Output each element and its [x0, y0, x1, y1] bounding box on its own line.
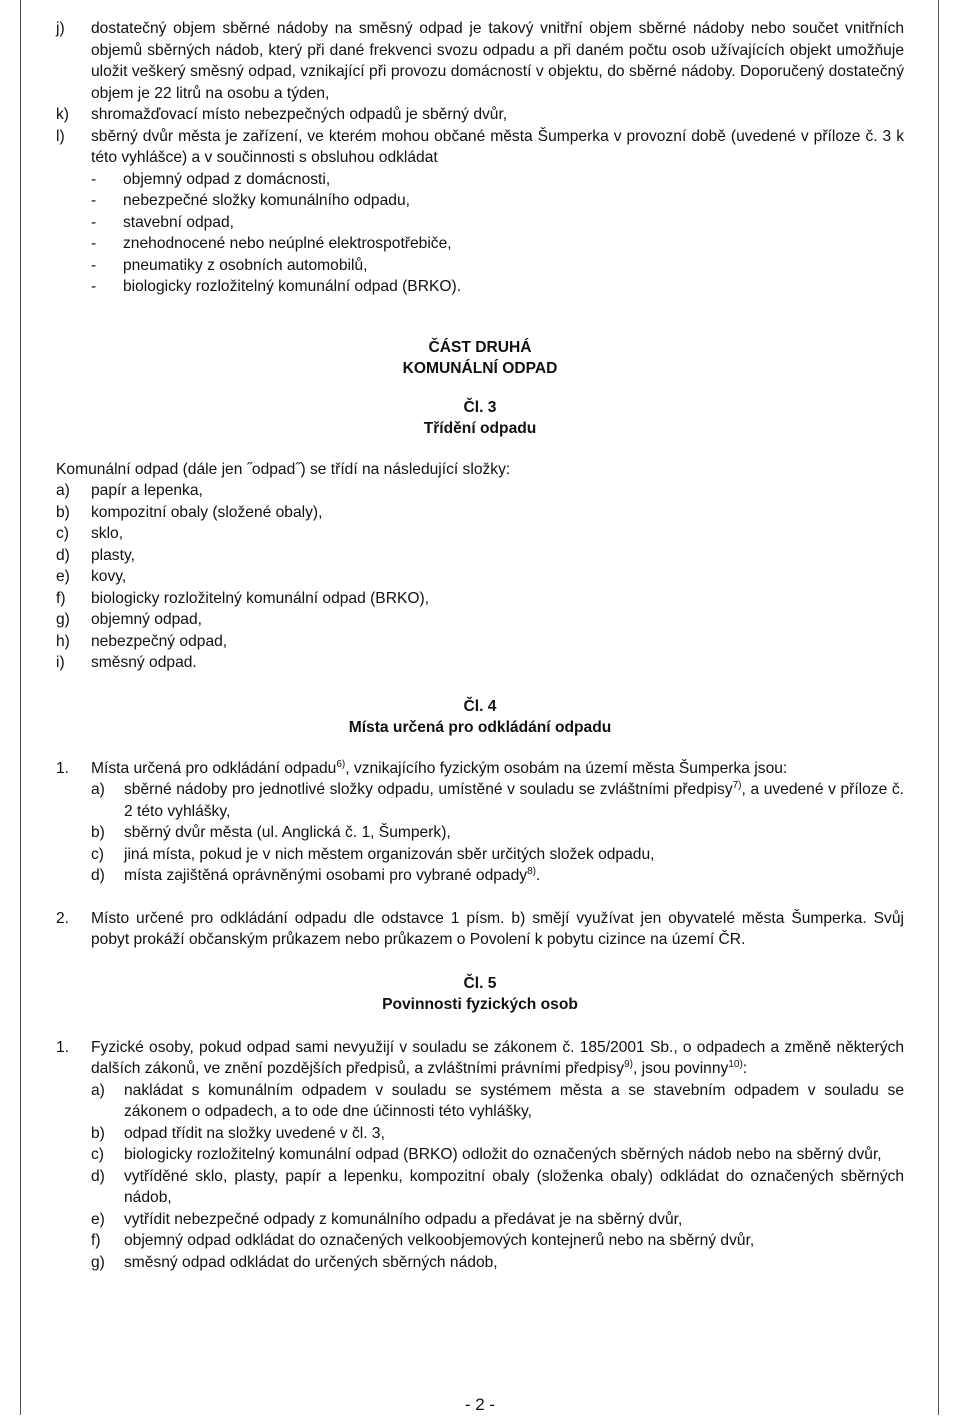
list-item — [56, 18, 904, 104]
footnote-ref: 7) — [732, 779, 742, 791]
article-5-title: Povinnosti fyzických osob — [382, 996, 578, 1013]
dash-text: biologicky rozložitelný komunální odpad (BRKO). — [123, 278, 462, 295]
sub-item — [91, 1080, 904, 1123]
item-marker: j) — [56, 20, 65, 37]
item-text: sběrný dvůr města je zařízení, ve kterém mohou občané města Šumperka v provozní době (uvedené v příloze č. 3 k této vyhlášce) a v součinnosti s obsluhou odkládat — [91, 127, 904, 166]
spacer — [56, 887, 904, 908]
item-text: směsný odpad odkládat do určených sběrných nádob, — [124, 1253, 498, 1271]
item-text: biologicky rozložitelný komunální odpad (BRKO), — [91, 589, 430, 607]
sub-item — [91, 822, 904, 844]
spacer — [56, 440, 904, 459]
sub-item — [91, 844, 904, 866]
page-number: - 2 - — [464, 1395, 496, 1414]
dash-text: objemný odpad z domácnosti, — [123, 170, 331, 188]
item-marker: a) — [91, 1081, 105, 1099]
paragraph-text — [91, 758, 904, 780]
item-text: objemný odpad, — [91, 611, 202, 628]
text-part: . — [535, 867, 541, 884]
article-5-number: Čl. 5 — [463, 974, 497, 992]
dash-item — [91, 190, 904, 212]
dash-item — [91, 276, 904, 298]
paragraph-number: 2. — [56, 909, 70, 927]
dash-marker: - — [91, 213, 97, 231]
item-text: jiná místa, pokud je v nich městem organizován sběr určitých složek odpadu, — [124, 845, 655, 863]
list-item — [56, 104, 904, 126]
text-part: sběrné nádoby pro jednotlivé složky odpadu, umístěné v souladu se zvláštními předpisy — [124, 781, 733, 798]
item-marker: b) — [56, 503, 70, 521]
dash-marker: - — [91, 278, 97, 295]
item-text — [124, 779, 904, 822]
list-item — [56, 502, 904, 524]
article-3-intro: Komunální odpad (dále jen ˝odpad˝) se třídí na následující složky: — [56, 460, 511, 478]
item-marker: b) — [91, 824, 105, 841]
spacer — [56, 739, 904, 758]
dash-item — [91, 255, 904, 277]
item-text: vytříděné sklo, plasty, papír a lepenku, kompozitní obaly (složenka obaly) odkládat do označených sběrných nádob, — [124, 1167, 904, 1206]
item-marker: i) — [56, 654, 65, 671]
sub-item — [91, 1252, 904, 1274]
list-item — [56, 609, 904, 631]
dash-text: pneumatiky z osobních automobilů, — [123, 256, 368, 274]
paragraph-text — [91, 1037, 904, 1080]
left-page-border — [20, 0, 21, 1415]
paragraph-number: 1. — [56, 1038, 70, 1056]
list-item — [56, 523, 904, 545]
dash-text: znehodnocené nebo neúplné elektrospotřebiče, — [123, 235, 452, 252]
paragraph — [56, 758, 904, 780]
dash-marker: - — [91, 192, 97, 209]
item-marker: d) — [91, 867, 105, 884]
dash-marker: - — [91, 170, 97, 188]
text-part: , jsou povinny — [632, 1060, 729, 1077]
paragraph-number: 1. — [56, 759, 70, 777]
list-item — [56, 588, 904, 610]
dash-marker: - — [91, 235, 97, 252]
item-text: objemný odpad odkládat do označených velkoobjemových kontejnerů nebo na sběrný dvůr, — [124, 1232, 755, 1249]
item-marker: c) — [91, 845, 104, 863]
item-text: dostatečný objem sběrné nádoby na směsný odpad je takový vnitřní objem sběrné nádoby nebo součet vnitřních objemů sběrných nádob, který při dané frekvenci svozu odpadu a při daném počtu osob užívajících objekt umožňuje uložit veškerý směsný odpad, vznikající při provozu domácností v objektu, do sběrné nádoby. Doporučený dostatečný objem je 22 litrů na osobu a týden, — [91, 20, 904, 102]
item-text: kovy, — [91, 568, 127, 585]
list-item — [56, 480, 904, 502]
item-marker: d) — [56, 546, 70, 564]
item-marker: e) — [56, 568, 70, 585]
text-part: místa zajištěná oprávněnými osobami pro vybrané odpady — [124, 867, 528, 884]
item-text: sběrný dvůr města (ul. Anglická č. 1, Šumperk), — [124, 824, 451, 841]
text-part: , a uvedené v příloze č. 2 této vyhlášky, — [124, 781, 904, 820]
list-item — [56, 126, 904, 169]
item-marker: a) — [56, 482, 70, 499]
item-text: vytřídit nebezpečné odpady z komunálního odpadu a předávat je na sběrný dvůr, — [124, 1210, 683, 1228]
sub-item — [91, 1230, 904, 1252]
item-text: nakládat s komunálním odpadem v souladu se systémem města a se stavebním odpadem v souladu se zákonem o odpadech, a to ode dne účinnosti této vyhlášky, — [124, 1081, 904, 1120]
dash-item — [91, 169, 904, 191]
dash-text: nebezpečné složky komunálního odpadu, — [123, 192, 410, 209]
sub-item — [91, 1144, 904, 1166]
item-text: plasty, — [91, 546, 135, 564]
list-item — [56, 566, 904, 588]
paragraph-text: Místo určené pro odkládání odpadu dle odstavce 1 písm. b) smějí využívat jen obyvatelé města Šumperka. Svůj pobyt prokáží občanským průkazem nebo průkazem o Povolení k pobytu cizince na území ČR. — [91, 909, 904, 948]
item-marker: f) — [56, 589, 66, 607]
text-part: , vznikajícího fyzickým osobám na území města Šumperka jsou: — [345, 759, 788, 777]
item-marker: d) — [91, 1167, 105, 1185]
item-marker: h) — [56, 632, 70, 650]
sub-item — [91, 1209, 904, 1231]
item-marker: k) — [56, 106, 69, 123]
item-marker: g) — [56, 611, 70, 628]
right-page-border — [938, 0, 939, 1415]
part-subtitle: KOMUNÁLNÍ ODPAD — [402, 360, 558, 377]
list-item — [56, 652, 904, 674]
part-title: ČÁST DRUHÁ — [428, 338, 532, 356]
dash-text: stavební odpad, — [123, 213, 234, 231]
item-text: shromažďovací místo nebezpečných odpadů je sběrný dvůr, — [91, 106, 508, 123]
list-item — [56, 545, 904, 567]
sub-item — [91, 779, 904, 822]
item-marker: a) — [91, 781, 105, 798]
sub-item — [91, 865, 904, 887]
footnote-ref: 6) — [336, 758, 346, 770]
text-part: Místa určená pro odkládání odpadu — [91, 759, 337, 777]
item-marker: f) — [91, 1232, 101, 1249]
footnote-ref: 8) — [527, 865, 536, 877]
paragraph — [56, 1037, 904, 1080]
article-4-title: Místa určená pro odkládání odpadu — [348, 719, 612, 736]
item-text: papír a lepenka, — [91, 482, 203, 499]
item-text: sklo, — [91, 525, 124, 542]
item-marker: c) — [91, 1146, 104, 1163]
footnote-ref: 10) — [728, 1058, 743, 1070]
item-text: odpad třídit na složky uvedené v čl. 3, — [124, 1124, 385, 1142]
dash-item — [91, 233, 904, 255]
article-4-number: Čl. 4 — [463, 697, 497, 715]
item-text — [124, 865, 904, 887]
article-3-number: Čl. 3 — [463, 398, 497, 416]
item-text: biologicky rozložitelný komunální odpad (BRKO) odložit do označených sběrných nádob nebo na sběrný dvůr, — [124, 1146, 882, 1163]
item-marker: l) — [56, 127, 65, 145]
paragraph — [56, 908, 904, 951]
sub-item — [91, 1123, 904, 1145]
text-part: Fyzické osoby, pokud odpad sami nevyužijí v souladu se zákonem č. 185/2001 Sb., o odpadech a změně některých dalších zákonů, ve znění pozdějších předpisů, a zvláštními právními předpisy — [91, 1038, 904, 1077]
item-marker: b) — [91, 1124, 105, 1142]
item-text: nebezpečný odpad, — [91, 632, 228, 650]
item-marker: e) — [91, 1210, 105, 1228]
text-part: : — [742, 1060, 748, 1077]
footnote-ref: 9) — [624, 1058, 633, 1070]
item-text: směsný odpad. — [91, 654, 197, 671]
dash-item — [91, 212, 904, 234]
item-text: kompozitní obaly (složené obaly), — [91, 503, 323, 521]
item-marker: g) — [91, 1253, 105, 1271]
sub-item — [91, 1166, 904, 1209]
item-marker: c) — [56, 525, 69, 542]
dash-marker: - — [91, 256, 97, 274]
list-item — [56, 631, 904, 653]
document-content — [56, 18, 904, 1273]
spacer — [56, 1016, 904, 1037]
article-3-title: Třídění odpadu — [423, 420, 537, 437]
